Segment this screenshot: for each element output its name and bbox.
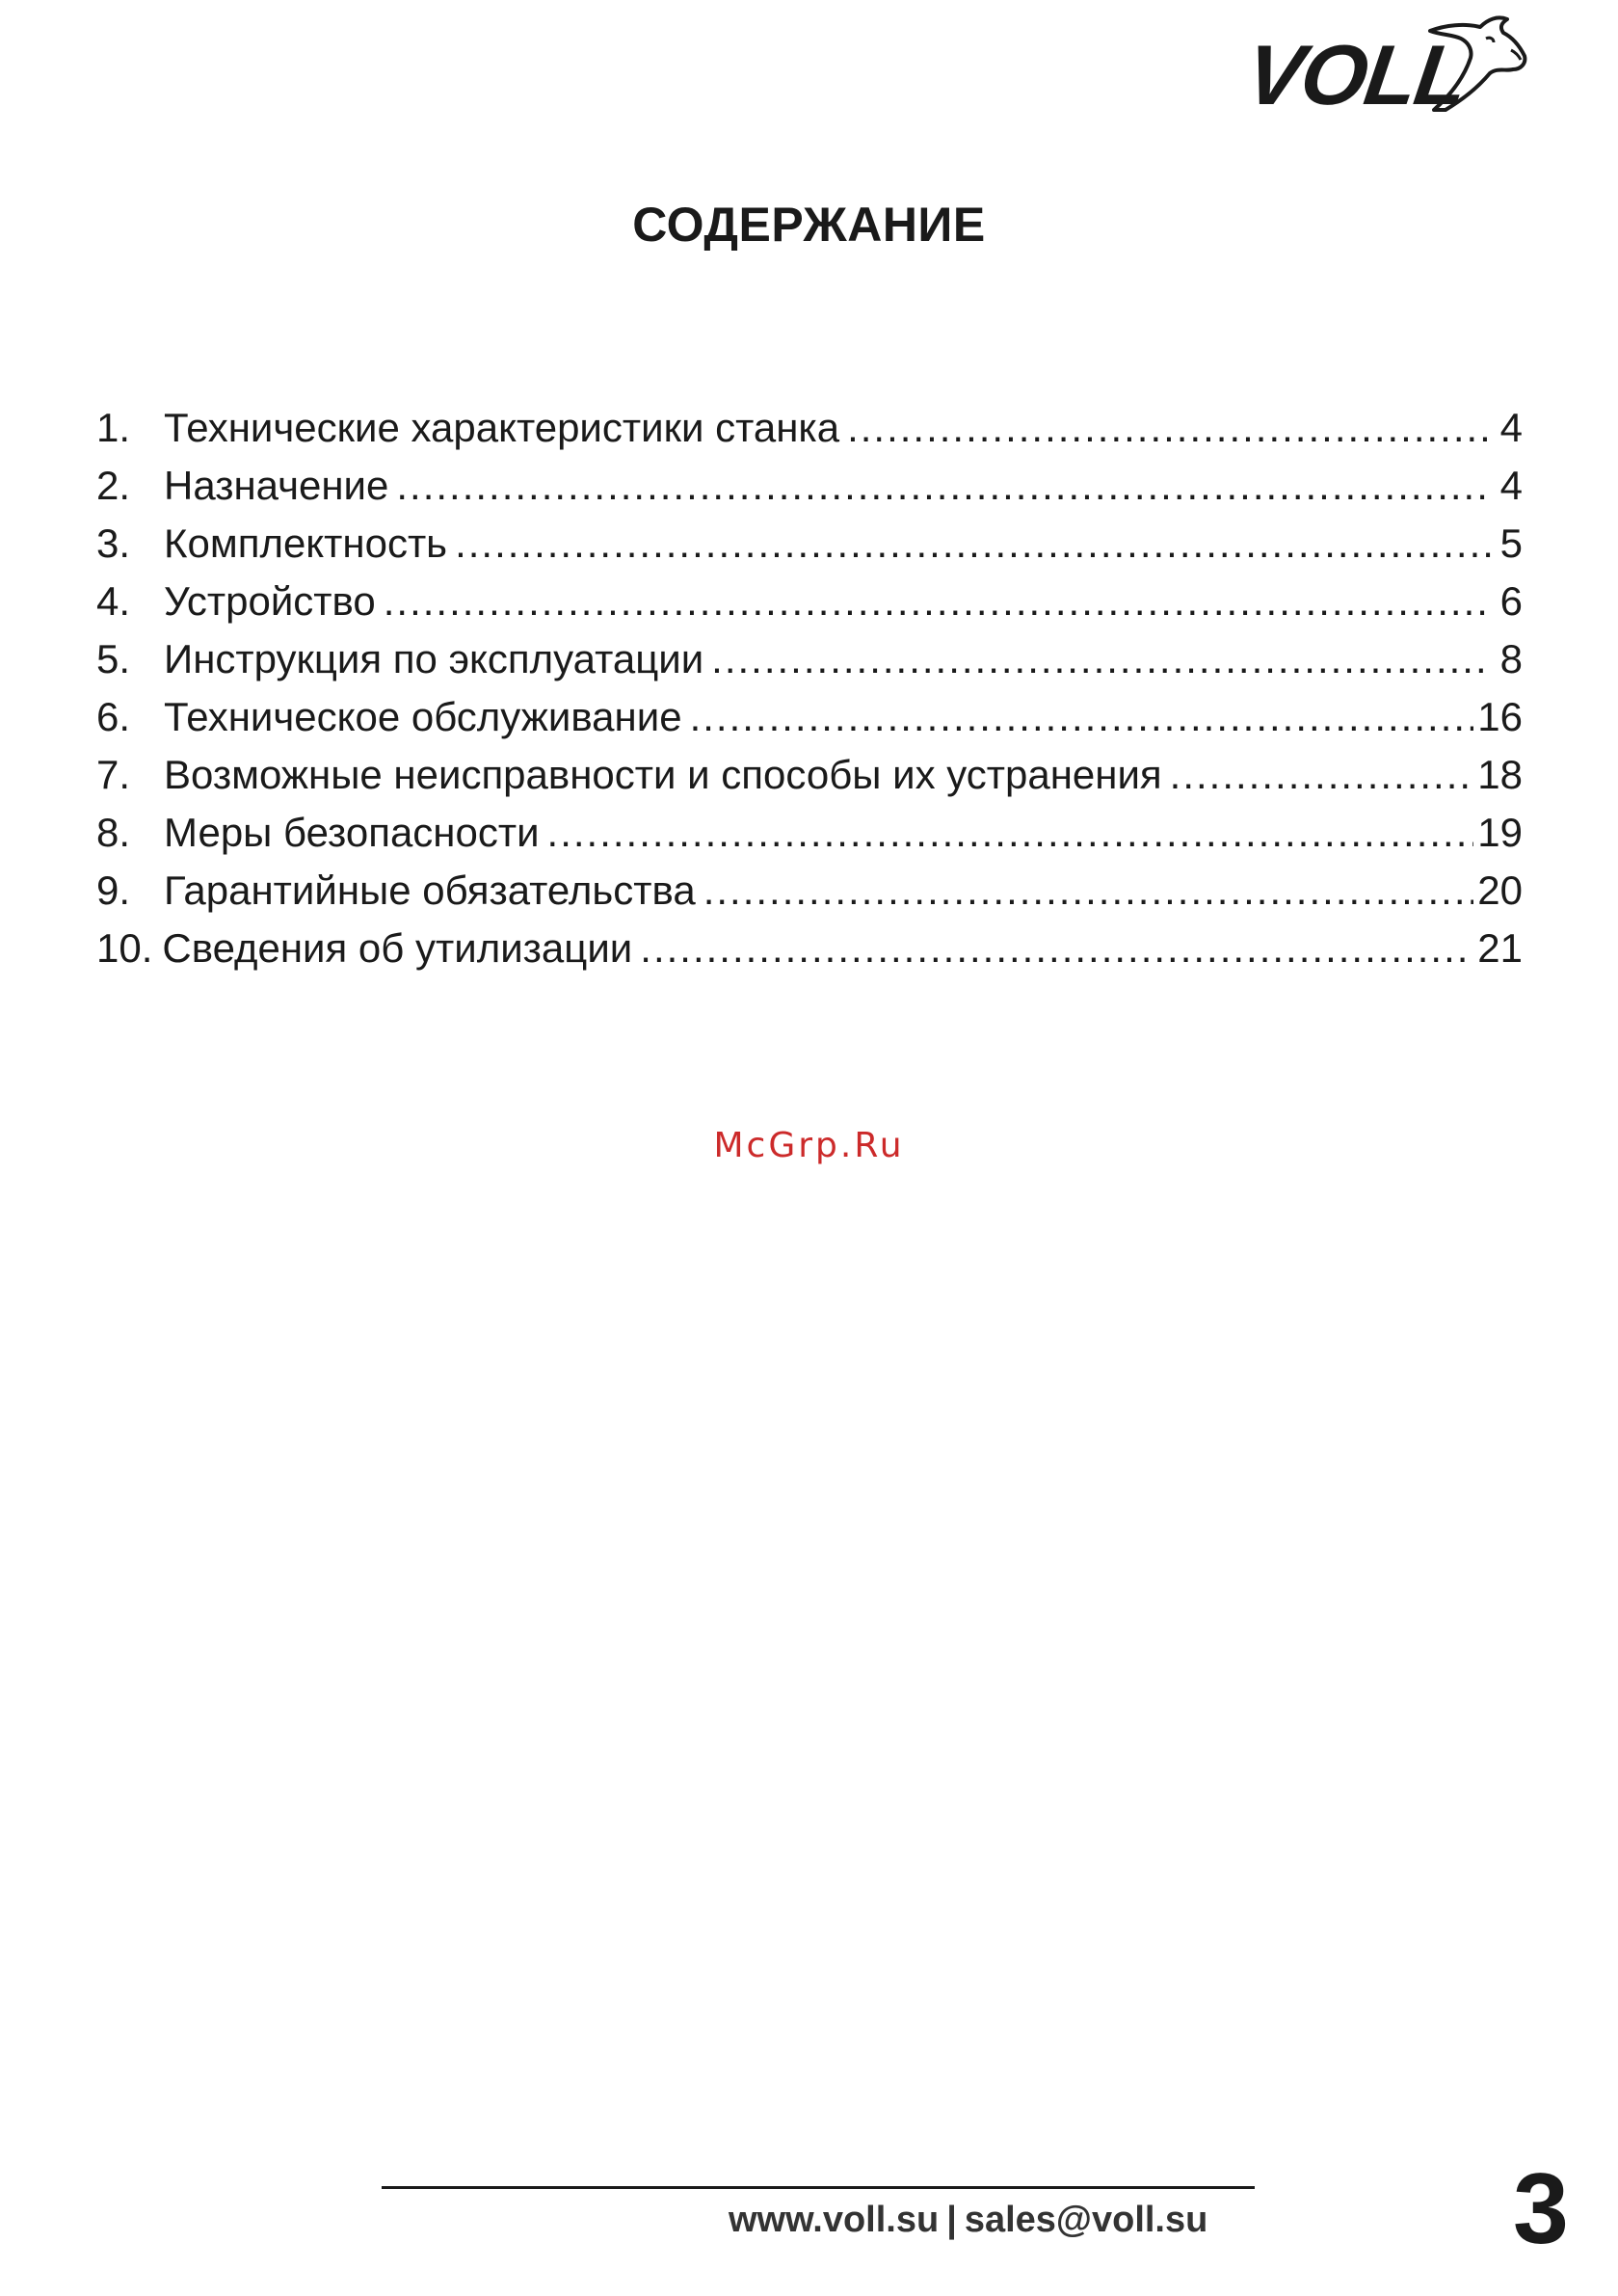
toc-number: 10.	[96, 925, 153, 971]
toc-item[interactable]	[96, 694, 1523, 752]
bull-head-logo-icon	[1241, 6, 1530, 120]
toc-number: 2.	[96, 463, 131, 508]
toc-leader	[690, 694, 1474, 740]
toc-item[interactable]	[96, 868, 1523, 925]
toc-item[interactable]	[96, 405, 1523, 463]
watermark: McGrp.Ru	[713, 1126, 905, 1165]
page-number: 3	[1513, 2153, 1569, 2265]
toc-page: 21	[1477, 925, 1523, 971]
brand-logo	[1241, 6, 1530, 120]
toc-page: 6	[1499, 578, 1523, 624]
toc-page: 18	[1477, 752, 1523, 797]
toc-leader	[711, 636, 1492, 682]
toc-item[interactable]	[96, 578, 1523, 636]
toc-label: Техническое обслуживание	[164, 694, 682, 739]
toc-page: 4	[1499, 463, 1523, 508]
toc-leader	[396, 463, 1492, 509]
toc-page: 16	[1477, 694, 1523, 739]
toc-leader	[640, 925, 1473, 972]
toc-leader	[847, 405, 1492, 451]
toc-item[interactable]	[96, 810, 1523, 868]
toc-leader	[455, 521, 1492, 567]
footer-contacts	[729, 2200, 1207, 2241]
toc-page: 8	[1499, 636, 1523, 681]
toc-label: Комплектность	[164, 521, 448, 566]
toc-label: Назначение	[164, 463, 389, 508]
table-of-contents	[96, 405, 1523, 983]
footer-separator: |	[946, 2200, 957, 2240]
toc-label: Меры безопасности	[164, 810, 540, 855]
toc-number: 7.	[96, 752, 131, 797]
email-link[interactable]: sales@voll.su	[964, 2200, 1208, 2240]
toc-number: 6.	[96, 694, 131, 739]
footer-divider	[382, 2186, 1255, 2189]
website-link[interactable]: www.voll.su	[729, 2200, 940, 2240]
toc-item[interactable]	[96, 463, 1523, 521]
toc-number: 8.	[96, 810, 131, 855]
toc-leader	[1170, 752, 1474, 798]
toc-label: Устройство	[164, 578, 376, 624]
toc-label: Возможные неисправности и способы их устранения	[164, 752, 1162, 797]
toc-page: 4	[1499, 405, 1523, 450]
toc-item[interactable]	[96, 521, 1523, 578]
toc-page: 19	[1477, 810, 1523, 855]
toc-label: Гарантийные обязательства	[164, 868, 696, 913]
toc-label: Инструкция по эксплуатации	[164, 636, 704, 681]
toc-leader	[547, 810, 1474, 856]
page-title: СОДЕРЖАНИЕ	[632, 198, 986, 252]
toc-label: Сведения об утилизации	[162, 925, 633, 971]
toc-number: 5.	[96, 636, 131, 681]
toc-item[interactable]	[96, 925, 1523, 983]
toc-label: Технические характеристики станка	[164, 405, 840, 450]
toc-page: 20	[1477, 868, 1523, 913]
toc-leader	[384, 578, 1492, 625]
toc-number: 1.	[96, 405, 131, 450]
toc-item[interactable]	[96, 752, 1523, 810]
toc-leader	[703, 868, 1474, 914]
toc-number: 9.	[96, 868, 131, 913]
toc-number: 3.	[96, 521, 131, 566]
toc-item[interactable]	[96, 636, 1523, 694]
brand-name: VOLL	[1240, 27, 1472, 122]
toc-number: 4.	[96, 578, 131, 624]
toc-page: 5	[1499, 521, 1523, 566]
